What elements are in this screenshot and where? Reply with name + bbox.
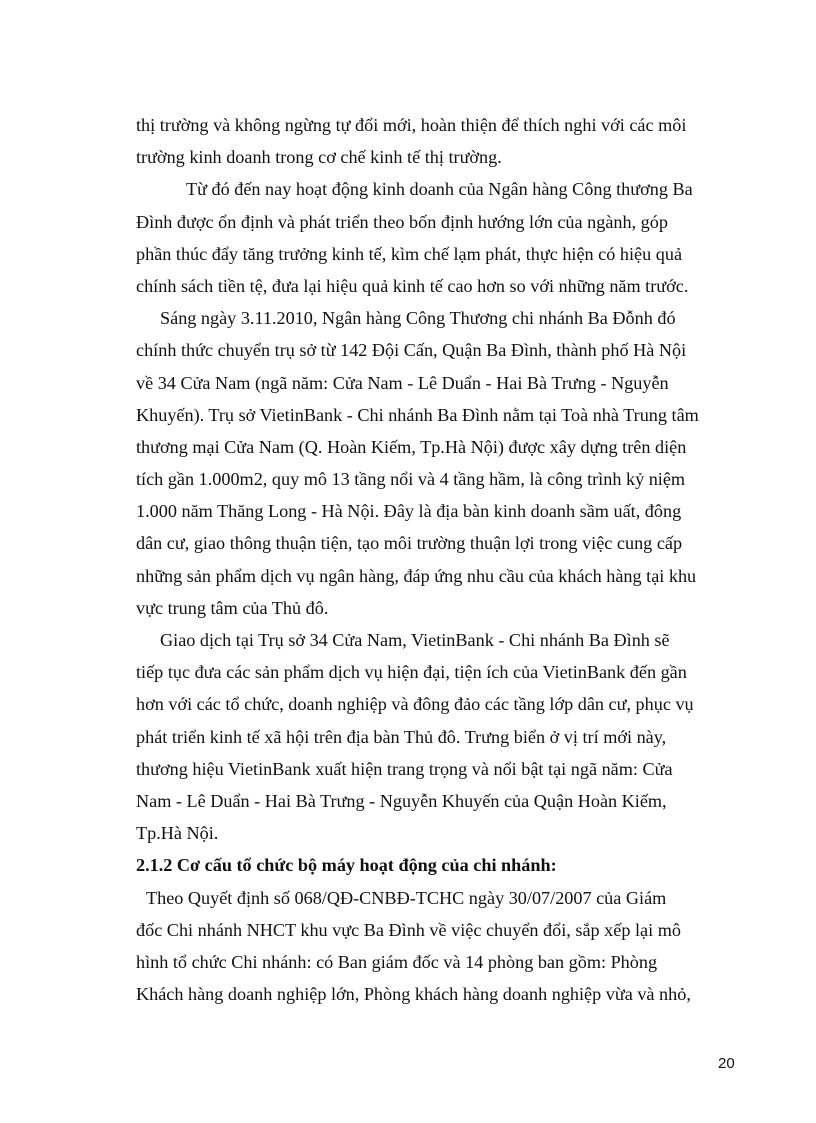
- text-line: Khuyến). Trụ sở VietinBank - Chi nhánh Ba Đình nằm tại Toà nhà Trung tâm: [136, 404, 699, 425]
- page-number: 20: [718, 1055, 735, 1072]
- text-line: thương mại Cửa Nam (Q. Hoàn Kiếm, Tp.Hà Nội) được xây dựng trên diện: [136, 436, 687, 457]
- text-line: Tp.Hà Nội.: [136, 823, 219, 844]
- text-line: tích gần 1.000m2, quy mô 13 tầng nổi và 4 tầng hầm, là công trình kỷ niệm: [136, 469, 686, 490]
- text-line: hơn với các tổ chức, doanh nghiệp và đông đảo các tầng lớp dân cư, phục vụ: [136, 694, 694, 715]
- paragraph-organization-decision: [136, 882, 726, 1011]
- text-line: chính thức chuyển trụ sở từ 142 Đội Cấn, Quận Ba Đình, thành phố Hà Nội: [136, 340, 687, 361]
- text-line: dân cư, giao thông thuận tiện, tạo môi trường thuận lợi trong việc cung cấp: [136, 533, 683, 554]
- section-heading-text: 2.1.2 Cơ cấu tổ chức bộ máy hoạt động của chi nhánh:: [136, 855, 557, 876]
- text-line: Nam - Lê Duẩn - Hai Bà Trưng - Nguyễn Khuyến của Quận Hoàn Kiếm,: [136, 790, 667, 811]
- text-line: đốc Chi nhánh NHCT khu vực Ba Đình về việc chuyển đổi, sắp xếp lại mô: [136, 919, 681, 940]
- section-heading: [136, 849, 726, 881]
- paragraph-headquarters-relocation: [136, 302, 726, 624]
- text-line: những sản phẩm dịch vụ ngân hàng, đáp ứng nhu cầu của khách hàng tại khu: [136, 565, 697, 586]
- text-line: chính sách tiền tệ, đưa lại hiệu quả kinh tế cao hơn so với những năm trước.: [136, 275, 689, 296]
- text-line: trường kinh doanh trong cơ chế kinh tế thị trường.: [136, 147, 502, 168]
- paragraph-market-adaptation: [136, 109, 726, 173]
- text-line: tiếp tục đưa các sản phẩm dịch vụ hiện đại, tiện ích của VietinBank đến gần: [136, 662, 687, 683]
- paragraph-transactions-cua-nam: [136, 624, 726, 849]
- text-line: Giao dịch tại Trụ sở 34 Cửa Nam, VietinBank - Chi nhánh Ba Đình sẽ: [160, 630, 670, 650]
- text-line: vực trung tâm của Thủ đô.: [136, 597, 329, 618]
- text-line: Đình được ổn định và phát triển theo bốn định hướng lớn của ngành, góp: [136, 211, 668, 232]
- text-line: hình tổ chức Chi nhánh: có Ban giám đốc và 14 phòng ban gồm: Phòng: [136, 951, 658, 972]
- text-line: về 34 Cửa Nam (ngã năm: Cửa Nam - Lê Duẩn - Hai Bà Trưng - Nguyễn: [136, 372, 669, 393]
- text-line: Khách hàng doanh nghiệp lớn, Phòng khách hàng doanh nghiệp vừa và nhỏ,: [136, 984, 691, 1005]
- text-line: thương hiệu VietinBank xuất hiện trang trọng và nổi bật tại ngã năm: Cửa: [136, 758, 673, 779]
- text-line: thị trường và không ngừng tự đổi mới, hoàn thiện để thích nghi với các môi: [136, 115, 687, 135]
- page-body: [136, 109, 726, 1010]
- text-line: phát triển kinh tế xã hội trên địa bàn Thủ đô. Trưng biển ở vị trí mới này,: [136, 726, 667, 747]
- text-line: phần thúc đẩy tăng trưởng kinh tế, kìm chế lạm phát, thực hiện có hiệu quả: [136, 243, 683, 264]
- text-line: 1.000 năm Thăng Long - Hà Nội. Đây là địa bàn kinh doanh sầm uất, đông: [136, 501, 682, 522]
- text-line: Theo Quyết định số 068/QĐ-CNBĐ-TCHC ngày 30/07/2007 của Giám: [146, 887, 667, 908]
- text-line: Sáng ngày 3.11.2010, Ngân hàng Công Thương chi nhánh Ba Đỗnh đó: [160, 308, 676, 329]
- paragraph-business-development: [136, 173, 726, 302]
- text-line: Từ đó đến nay hoạt động kinh doanh của Ngân hàng Công thương Ba: [186, 179, 693, 200]
